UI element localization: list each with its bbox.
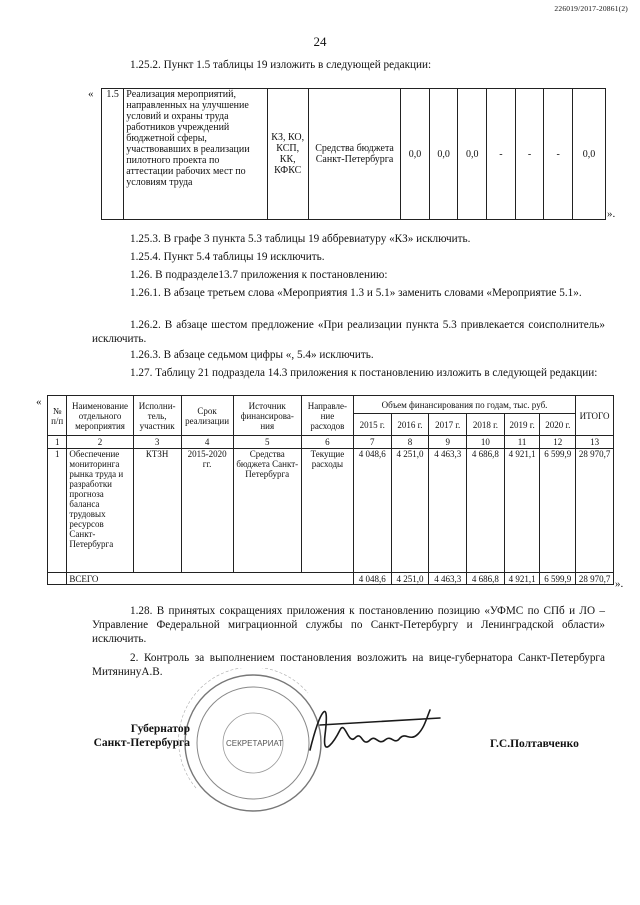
header-source: Источник финансирова-ния [233, 396, 301, 436]
col-number: 6 [301, 436, 353, 449]
col-number: 8 [391, 436, 429, 449]
governor-name: Г.С.Полтавченко [490, 738, 579, 750]
total-value: 4 921,1 [504, 573, 540, 585]
col-number: 9 [429, 436, 467, 449]
governor-title [80, 722, 190, 750]
col-number: 11 [504, 436, 540, 449]
header-year: 2018 г. [467, 414, 505, 436]
document-number: 226019/2017-20861(2) [554, 4, 628, 13]
row-executor: КТЗН [133, 449, 181, 573]
col-number: 12 [540, 436, 576, 449]
row-value: 4 251,0 [391, 449, 429, 573]
value-cell: 0,0 [401, 89, 430, 220]
header-year: 2016 г. [391, 414, 429, 436]
governor-title-line-1: Губернатор [130, 723, 190, 735]
paragraph-1-26-1: 1.26.1. В абзаце третьем слова «Мероприятия 1.3 и 5.1» заменить словами «Мероприятие 5.1». [130, 287, 582, 299]
executors: КЗ, КО, КСП, КК, КФКС [267, 89, 308, 220]
value-cell: 0,0 [429, 89, 458, 220]
page-number: 24 [313, 34, 327, 49]
col-number: 7 [353, 436, 391, 449]
header-year: 2019 г. [504, 414, 540, 436]
row-num: 1 [48, 449, 67, 573]
funding-source: Средства бюджета Санкт-Петербурга [308, 89, 400, 220]
header-executor: Исполни-тель, участник [133, 396, 181, 436]
handwritten-signature [300, 690, 450, 770]
total-value: 4 048,6 [353, 573, 391, 585]
measure-name: Реализация мероприятий, направленных на улучшение условий и охраны труда работников учреждений бюджетной сферы, участвовавших в реализации пилотного проекта по аттестации рабочих мест по условиям труда [124, 89, 267, 220]
header-year: 2020 г. [540, 414, 576, 436]
total-value: 28 970,7 [576, 573, 614, 585]
value-cell: - [487, 89, 516, 220]
row-value: 4 463,3 [429, 449, 467, 573]
row-source: Средства бюджета Санкт-Петербурга [233, 449, 301, 573]
row-value: 4 048,6 [353, 449, 391, 573]
row-name: Обеспечение мониторинга рынка труда и разработки прогноза баланса трудовых ресурсов Санкт-Петербурга [67, 449, 133, 573]
col-number: 13 [576, 436, 614, 449]
header-year: 2015 г. [353, 414, 391, 436]
header-period: Срок реализации [181, 396, 233, 436]
row-value: 4 686,8 [467, 449, 505, 573]
row-period: 2015-2020 гг. [181, 449, 233, 573]
col-number: 4 [181, 436, 233, 449]
value-cell: - [515, 89, 544, 220]
value-cell: 0,0 [458, 89, 487, 220]
paragraph-2: 2. Контроль за выполнением постановления возложить на вице-губернатора Санкт-Петербурга МитянинуА.В. [92, 652, 605, 678]
paragraph-1-26-2: 1.26.2. В абзаце шестом предложение «При реализации пункта 5.3 привлекается соисполнитель» исключить. [92, 319, 605, 345]
total-value: 4 251,0 [391, 573, 429, 585]
total-empty [48, 573, 67, 585]
paragraph-1-27: 1.27. Таблицу 21 подраздела 14.3 приложения к постановлению изложить в следующей редакции: [130, 367, 598, 379]
row-value: 6 599,9 [540, 449, 576, 573]
col-number: 1 [48, 436, 67, 449]
row-number: 1.5 [102, 89, 124, 220]
table-19-row-1-5 [101, 88, 606, 220]
total-value: 4 686,8 [467, 573, 505, 585]
col-number: 2 [67, 436, 133, 449]
value-cell: 0,0 [573, 89, 606, 220]
header-name: Наименование отдельного мероприятия [67, 396, 133, 436]
header-year: 2017 г. [429, 414, 467, 436]
header-num: № п/п [48, 396, 67, 436]
paragraph-1-26: 1.26. В подразделе13.7 приложения к постановлению: [130, 269, 388, 281]
open-quote: « [36, 396, 42, 408]
header-total: ИТОГО [576, 396, 614, 436]
paragraph-1-26-3: 1.26.3. В абзаце седьмом цифры «, 5.4» исключить. [130, 349, 374, 361]
governor-title-line-2: Санкт-Петербурга [93, 737, 190, 749]
value-cell: - [544, 89, 573, 220]
paragraph-1-25-3: 1.25.3. В графе 3 пункта 5.3 таблицы 19 аббревиатуру «КЗ» исключить. [130, 233, 471, 245]
col-number: 3 [133, 436, 181, 449]
table-21 [47, 395, 614, 585]
table-row [48, 449, 614, 573]
paragraph-1-25-2: 1.25.2. Пункт 1.5 таблицы 19 изложить в следующей редакции: [130, 59, 432, 71]
header-funding: Объем финансирования по годам, тыс. руб. [353, 396, 575, 414]
total-row [48, 573, 614, 585]
total-value: 4 463,3 [429, 573, 467, 585]
row-direction: Текущие расходы [301, 449, 353, 573]
row-value: 4 921,1 [504, 449, 540, 573]
close-quote: ». [615, 578, 624, 590]
paragraph-1-28: 1.28. В принятых сокращениях приложения к постановлению позицию «УФМС по СПб и ЛО – Управление Федеральной миграционной службы по Санкт-Петербургу и Ленинградской области» исключить. [92, 605, 605, 645]
header-direction: Направле-ние расходов [301, 396, 353, 436]
row-total: 28 970,7 [576, 449, 614, 573]
col-number: 5 [233, 436, 301, 449]
total-label: ВСЕГО [67, 573, 354, 585]
close-quote: ». [607, 208, 616, 220]
seal-label: СЕКРЕТАРИАТ [226, 739, 284, 748]
open-quote: « [88, 88, 94, 100]
column-numbers-row [48, 436, 614, 449]
col-number: 10 [467, 436, 505, 449]
total-value: 6 599,9 [540, 573, 576, 585]
paragraph-1-25-4: 1.25.4. Пункт 5.4 таблицы 19 исключить. [130, 251, 325, 263]
